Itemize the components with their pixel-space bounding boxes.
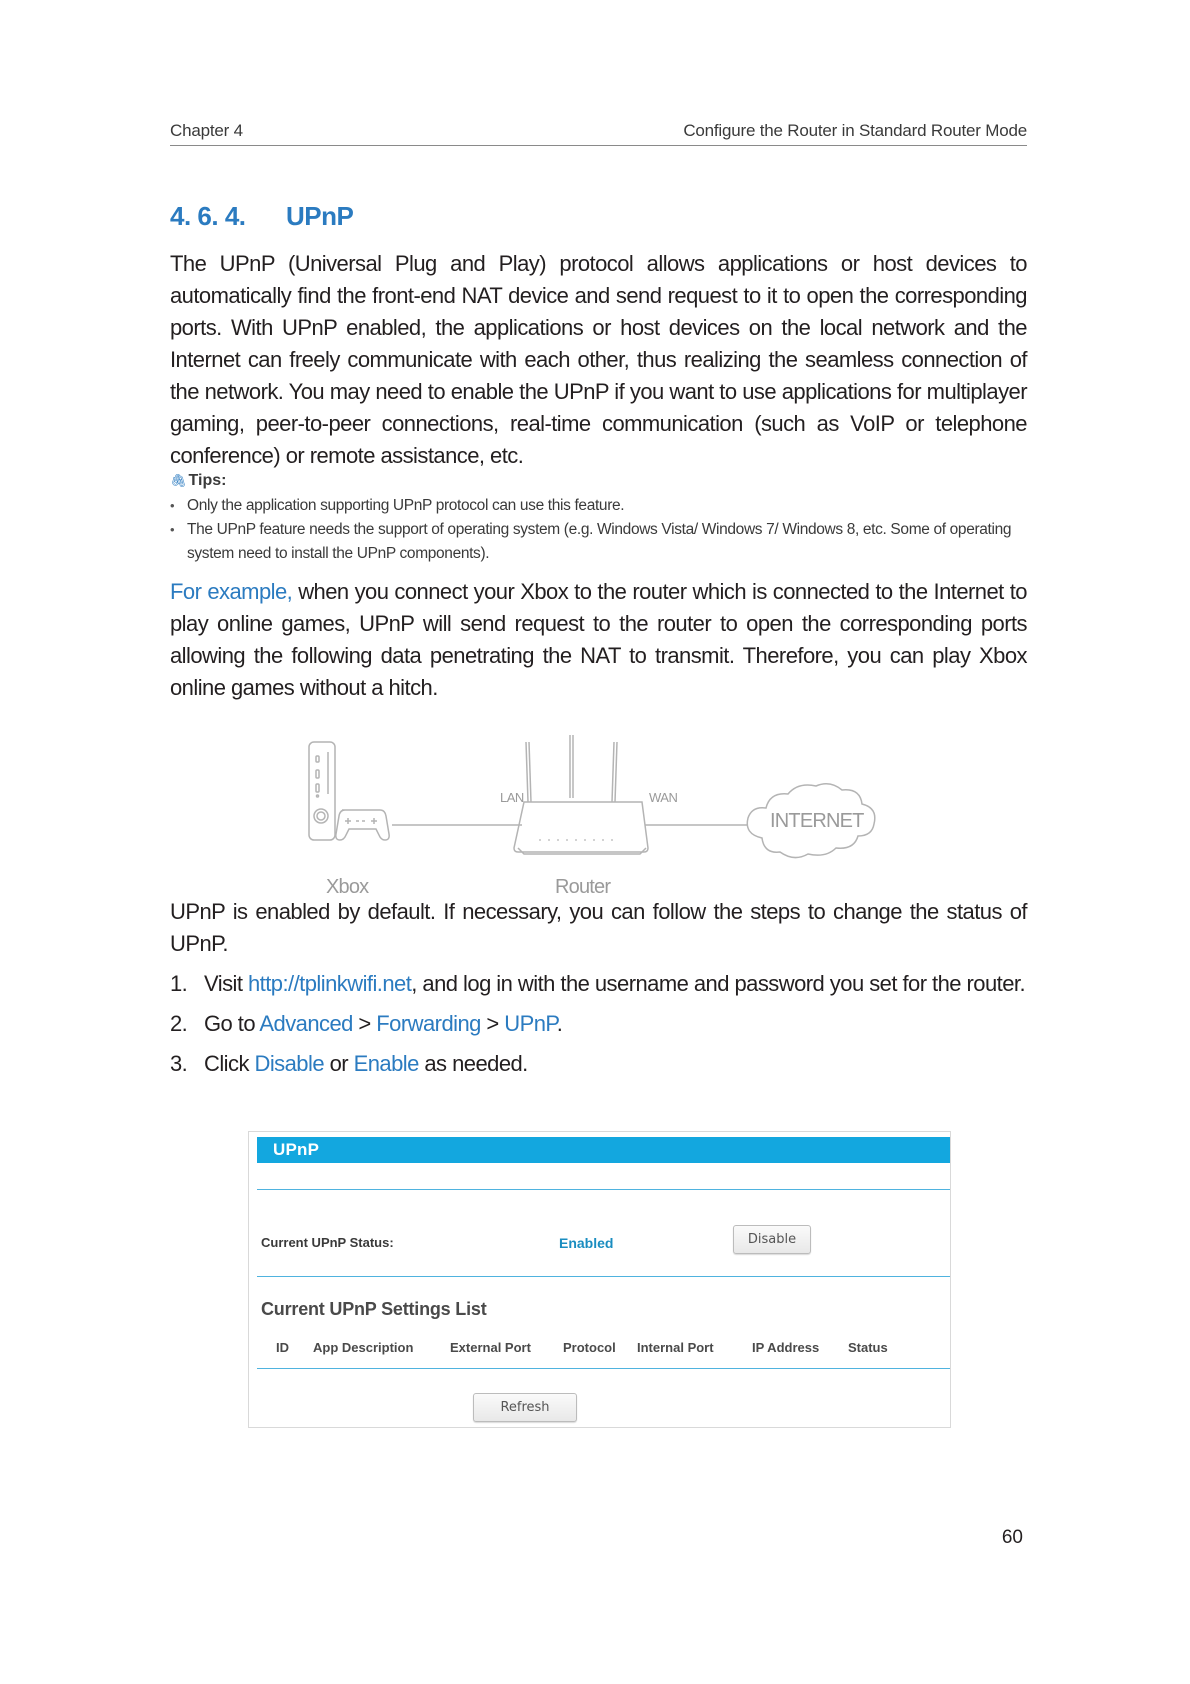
example-lead: For example, [170,579,293,604]
panel-divider [257,1368,950,1369]
column-header-internal-port: Internal Port [637,1340,714,1355]
running-header-section: Configure the Router in Standard Router Mode [683,121,1027,140]
router-icon [514,735,648,854]
step-text: Visit [204,971,248,996]
wan-label: WAN [649,790,678,805]
step-text: Go to [204,1011,260,1036]
tip-item: • Only the application supporting UPnP protocol can use this feature. [170,494,1027,518]
step-text: . [556,1011,563,1036]
panel-divider [257,1189,950,1190]
section-heading [170,201,353,232]
running-header-chapter: Chapter 4 [170,121,243,140]
step-number: 1. [170,971,188,996]
settings-list-title: Current UPnP Settings List [261,1299,487,1319]
section-number: 4. 6. 4. [170,201,246,231]
upnp-settings-panel [248,1131,951,1428]
step-item [170,1048,1027,1080]
example-paragraph [170,576,1027,704]
tips-title: Tips: [188,472,227,489]
step-text: Click [204,1051,255,1076]
default-status-paragraph: UPnP is enabled by default. If necessary, you can follow the steps to change the status of UPnP. [170,899,1027,956]
step-text: as needed. [418,1051,528,1076]
panel-title-bar [257,1137,950,1163]
intro-paragraph: The UPnP (Universal Plug and Play) protocol allows applications or host devices to automatically find the front-end NAT device and send request to it to open the corresponding ports. With UPnP enabled, the applications or host devices on the local network and the Internet can freely communicate with each other, thus realizing the seamless connection of the network. You may need to enable the UPnP if you want to use applications for multiplayer gaming, peer-to-peer connections, real-time communication (such as VoIP or telephone conference) or remote assistance, etc. [170,251,1027,468]
upnp-status-value: Enabled [559,1235,614,1251]
xbox-label: Xbox [326,876,369,898]
forwarding-menu-link[interactable]: Forwarding [376,1011,481,1036]
panel-divider [257,1276,950,1277]
upnp-status-label: Current UPnP Status: [261,1235,394,1250]
refresh-button[interactable]: Refresh [473,1393,577,1422]
tips-list [170,494,1027,566]
breadcrumb-separator: > [480,1011,505,1036]
step-text: or [324,1051,354,1076]
network-diagram [300,730,900,910]
router-label: Router [555,876,611,898]
paperclip-icon: 🖇︎ [170,473,187,488]
column-header-app-description: App Description [313,1340,414,1355]
breadcrumb-separator: > [352,1011,377,1036]
column-header-protocol: Protocol [563,1340,616,1355]
lan-label: LAN [500,790,524,805]
disable-link[interactable]: Disable [254,1051,325,1076]
tplinkwifi-link[interactable]: http://tplinkwifi.net [247,971,412,996]
step-number: 3. [170,1051,188,1076]
header-divider [170,145,1027,146]
steps-list [170,968,1027,1088]
step-item [170,968,1027,1000]
section-title: UPnP [286,201,354,231]
page-number: 60 [1001,1527,1023,1548]
column-header-id: ID [276,1340,289,1355]
disable-button[interactable]: Disable [733,1225,811,1254]
step-number: 2. [170,1011,188,1036]
advanced-menu-link[interactable]: Advanced [259,1011,353,1036]
tips-heading [170,472,226,490]
xbox-console-icon [309,742,335,840]
step-item [170,1008,1027,1040]
upnp-menu-link[interactable]: UPnP [504,1011,557,1036]
tip-item: • The UPnP feature needs the support of operating system (e.g. Windows Vista/ Windows 7/ Windows 8, etc. Some of operating system need to install the UPnP components). [170,518,1027,566]
column-header-status: Status [848,1340,888,1355]
internet-label: INTERNET [770,810,864,832]
step-text: , and log in with the username and password you set for the router. [411,971,1026,996]
column-header-ip-address: IP Address [752,1340,820,1355]
column-header-external-port: External Port [450,1340,531,1355]
example-text: when you connect your Xbox to the router which is connected to the Internet to play online games, UPnP will send request to the router to open the corresponding ports allowing the following data penetrating the NAT to transmit. Therefore, you can play Xbox online games without a hitch. [170,579,1027,700]
enable-link[interactable]: Enable [353,1051,419,1076]
game-controller-icon [336,810,389,840]
panel-title: UPnP [273,1140,320,1159]
